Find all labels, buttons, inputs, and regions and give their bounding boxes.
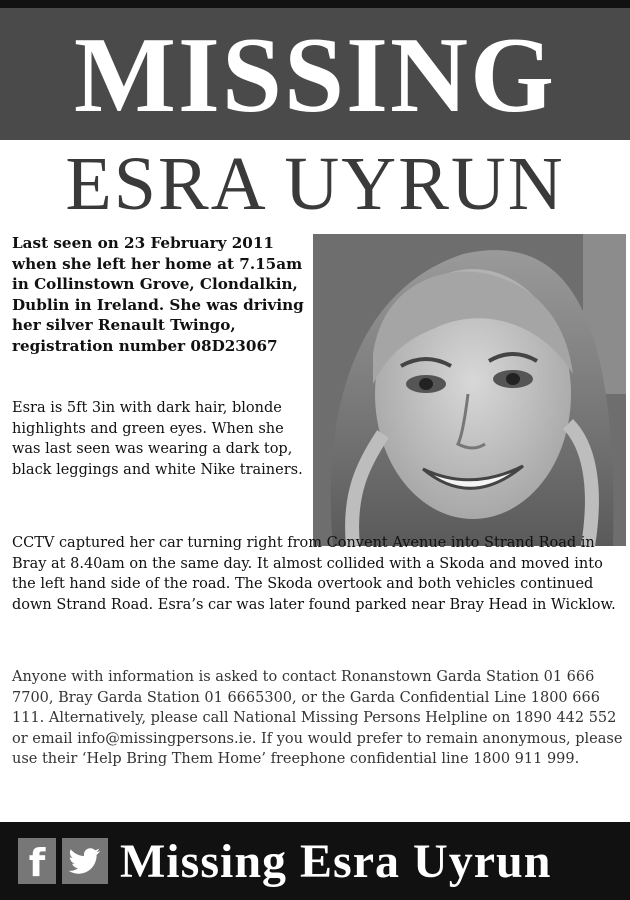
cctv-paragraph: CCTV captured her car turning right from Convent Avenue into Strand Road in Bray at 8.40am on the same day. It almost collided with a Skoda and moved into the left hand side of the road. The Skoda overtook and both vehicles continued down Strand Road. Esra’s car was later found parked near Bray Head in Wicklow. <box>12 535 616 613</box>
banner-title: MISSING <box>73 16 557 135</box>
missing-banner <box>0 8 630 140</box>
top-border <box>0 0 630 8</box>
contact-paragraph: Anyone with information is asked to contact Ronanstown Garda Station 01 666 7700, Bray Garda Station 01 6665300, or the Garda Confidential Line 1800 666 111. Alternatively, please call National Missing Persons Helpline on 1890 442 552 or email info@missingpersons.ie. If you would prefer to remain anonymous, please use their ‘Help Bring Them Home’ freephone confidential line 1800 911 999. <box>12 669 623 767</box>
footer-title: Missing Esra Uyrun <box>120 835 552 888</box>
person-name: ESRA UYRUN <box>65 142 565 226</box>
last-seen-paragraph: Last seen on 23 February 2011 when she left her home at 7.15am in Collinstown Grove, Clondalkin, Dublin in Ireland. She was driving her silver Renault Twingo, registration number 08D23067 <box>12 234 304 355</box>
twitter-icon <box>62 838 108 884</box>
portrait-image <box>313 234 626 546</box>
person-photo <box>313 234 626 546</box>
facebook-icon: f <box>18 838 56 884</box>
description-paragraph: Esra is 5ft 3in with dark hair, blonde highlights and green eyes. When she was last seen was wearing a dark top, black leggings and white Nike trainers. <box>12 400 303 478</box>
